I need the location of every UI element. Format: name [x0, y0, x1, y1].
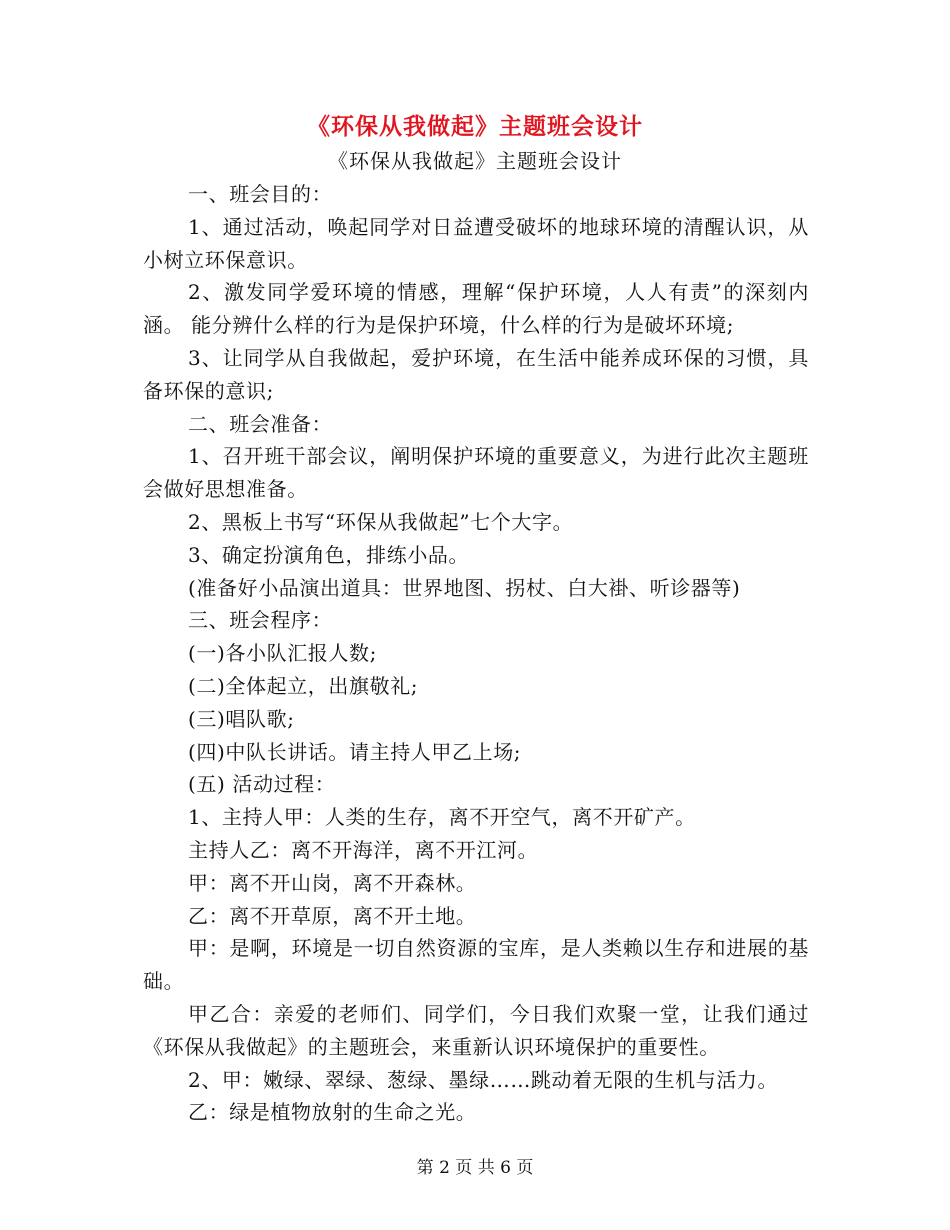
paragraph: 甲：离不开山岗，离不开森林。 [188, 870, 477, 895]
paragraph: 二、班会准备： [188, 411, 333, 436]
paragraph: 乙：绿是植物放射的生命之光。 [188, 1100, 477, 1125]
paragraph: (二)全体起立，出旗敬礼; [188, 673, 419, 698]
paragraph: 1、召开班干部会议，阐明保护环境的重要意义，为进行此次主题班会做好思想准备。 [143, 444, 809, 502]
paragraph: 3、让同学从自我做起，爱护环境，在生活中能养成环保的习惯，具备环保的意识; [143, 345, 809, 403]
paragraph: (三)唱队歌; [188, 706, 295, 731]
paragraph: 主持人乙：离不开海洋，离不开江河。 [188, 837, 539, 862]
paragraph: 3、确定扮演角色，排练小品。 [188, 542, 470, 567]
paragraph: 乙：离不开草原，离不开土地。 [188, 903, 477, 928]
paragraph: (五) 活动过程： [188, 772, 336, 797]
paragraph: (准备好小品演出道具：世界地图、拐杖、白大褂、听诊器等) [188, 575, 741, 600]
paragraph: 2、黑板上书写“环保从我做起”七个大字。 [188, 509, 574, 534]
paragraph: (四)中队长讲话。请主持人甲乙上场; [188, 739, 522, 764]
paragraph: 1、主持人甲：人类的生存，离不开空气，离不开矿产。 [188, 805, 696, 830]
paragraph: 2、激发同学爱环境的情感，理解“保护环境，人人有责”的深刻内涵。 能分辨什么样的行为是保护环境，什么样的行为是破坏环境; [143, 280, 809, 338]
paragraph: 三、班会程序： [188, 608, 333, 633]
paragraph: 甲：是啊，环境是一切自然资源的宝库，是人类赖以生存和进展的基础。 [143, 936, 809, 994]
paragraph: 甲乙合：亲爱的老师们、同学们，今日我们欢聚一堂，让我们通过《环保从我做起》的主题班会，来重新认识环境保护的重要性。 [143, 1001, 809, 1059]
page-number-footer: 第 2 页 共 6 页 [416, 1158, 534, 1178]
document-body [143, 178, 809, 1129]
paragraph: 1、通过活动，唤起同学对日益遭受破坏的地球环境的清醒认识，从小树立环保意识。 [143, 214, 809, 272]
paragraph: 2、甲：嫩绿、翠绿、葱绿、墨绿……跳动着无限的生机与活力。 [188, 1067, 779, 1092]
paragraph: (一)各小队汇报人数; [188, 641, 377, 666]
paragraph: 一、班会目的： [188, 182, 333, 206]
document-title: 《环保从我做起》主题班会设计 [307, 113, 643, 140]
document-subtitle: 《环保从我做起》主题班会设计 [328, 149, 622, 173]
